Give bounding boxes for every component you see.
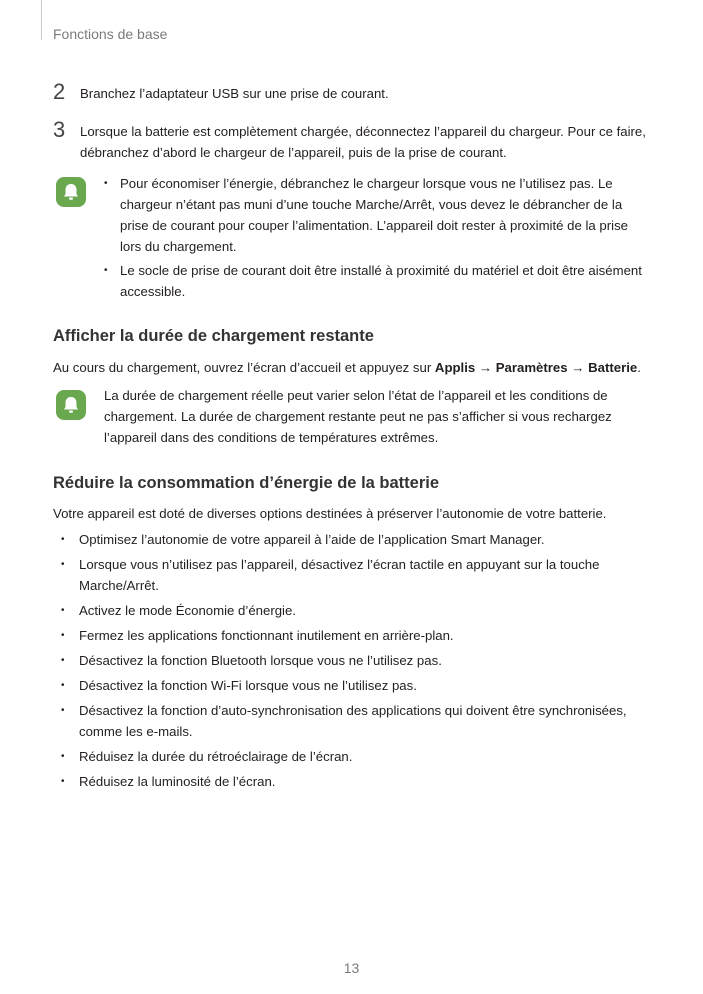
section-intro: Votre appareil est doté de diverses options destinées à préserver l’autonomie de votre batterie. <box>53 506 607 521</box>
list-item: • Désactivez la fonction d’auto-synchronisation des applications qui doivent être synchronisées, comme les e-mails. <box>61 703 627 739</box>
bell-icon <box>56 177 86 207</box>
section-heading: Afficher la durée de chargement restante <box>53 327 374 345</box>
section-header: Fonctions de base <box>53 26 168 42</box>
step-number: 3 <box>53 117 66 142</box>
note-list <box>104 173 649 305</box>
list-item: • Activez le mode Économie d’énergie. <box>61 603 296 618</box>
bell-icon <box>56 390 86 420</box>
note-item: • Le socle de prise de courant doit être installé à proximité du matériel et doit être aisément accessible. <box>104 263 642 299</box>
section-heading: Réduire la consommation d’énergie de la batterie <box>53 474 440 492</box>
list-item: • Optimisez l’autonomie de votre appareil à l’aide de l’application Smart Manager. <box>61 532 545 547</box>
list-item: • Réduisez la durée du rétroéclairage de l’écran. <box>61 749 353 764</box>
page-number: 13 <box>343 960 360 976</box>
note-text: La durée de chargement réelle peut varier selon l’état de l’appareil et les conditions de chargement. La durée de chargement restante peut ne pas s’afficher si vous rechargez l’appareil dans des conditions de températures extrêmes. <box>104 388 612 445</box>
note-item: • Pour économiser l’énergie, débranchez le chargeur lorsque vous ne l’utilisez pas. Le chargeur n’étant pas muni d’une touche Marche/Arrêt, vous devez le débrancher de la prise de courant pour couper l’alimentation. L’appareil doit rester à proximité de la prise lors du chargement. <box>104 176 628 254</box>
list-item: • Désactivez la fonction Wi-Fi lorsque vous ne l’utilisez pas. <box>61 678 417 693</box>
list-item: • Fermez les applications fonctionnant inutilement en arrière-plan. <box>61 628 454 643</box>
list-item: • Désactivez la fonction Bluetooth lorsque vous ne l’utilisez pas. <box>61 653 442 668</box>
header-divider <box>41 0 42 40</box>
step-text: Branchez l’adaptateur USB sur une prise de courant. <box>80 86 389 101</box>
section-intro: Au cours du chargement, ouvrez l’écran d’accueil et appuyez sur Applis → Paramètres → Batterie. <box>53 360 641 375</box>
menu-path-batterie: Batterie <box>588 360 638 375</box>
list-item: • Lorsque vous n’utilisez pas l’appareil, désactivez l’écran tactile en appuyant sur la touche Marche/Arrêt. <box>61 557 600 593</box>
menu-path-parametres: Paramètres <box>495 360 568 375</box>
list-item: • Réduisez la luminosité de l’écran. <box>61 774 276 789</box>
tips-list <box>53 529 653 796</box>
step-text: Lorsque la batterie est complètement chargée, déconnectez l’appareil du chargeur. Pour ce faire, débranchez d’abord le chargeur de l’appareil, puis de la prise de courant. <box>80 124 646 160</box>
menu-path-applis: Applis <box>434 360 476 375</box>
step-number: 2 <box>53 79 66 104</box>
